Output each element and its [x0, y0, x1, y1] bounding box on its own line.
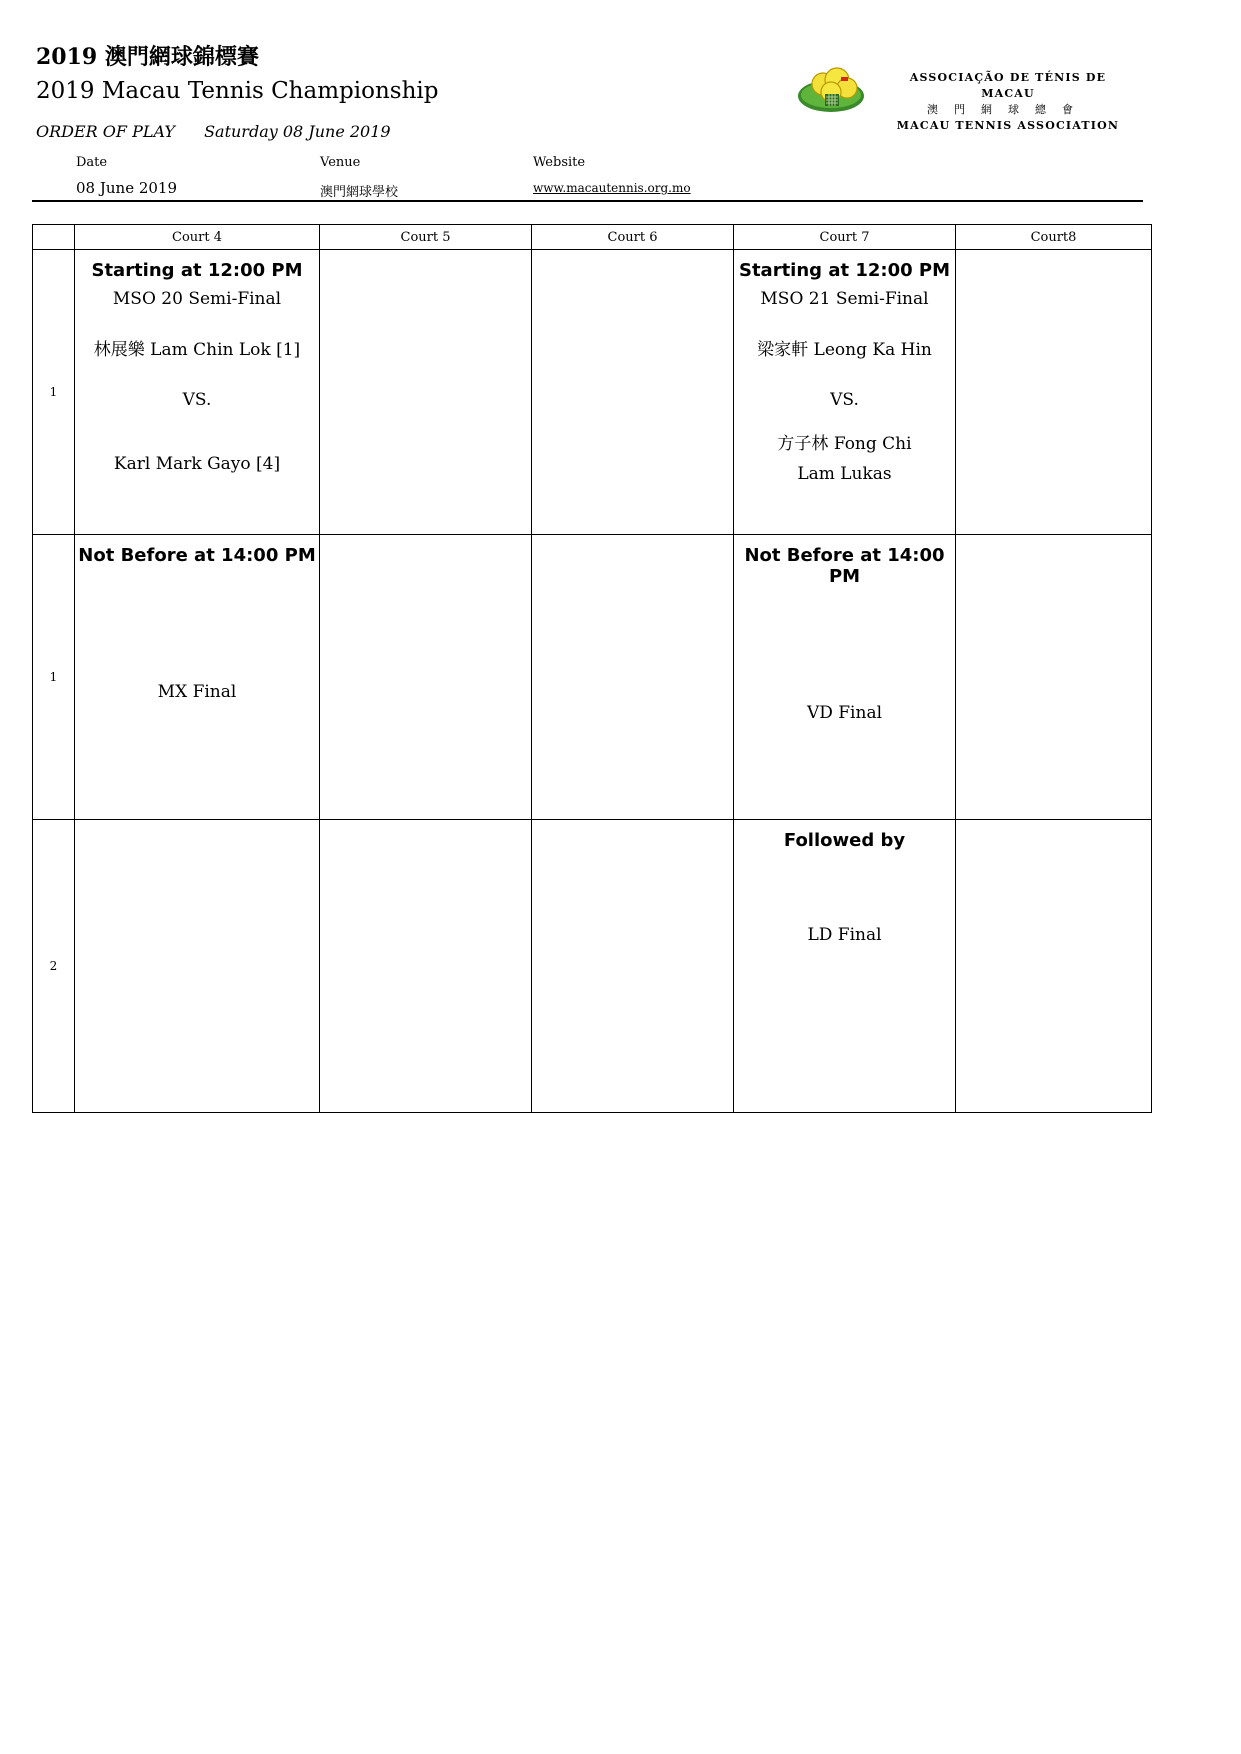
court-header-row — [33, 225, 1152, 250]
website-link[interactable]: www.macautennis.org.mo — [533, 181, 691, 195]
match-cell-court6 — [532, 250, 734, 535]
player-1: 梁家軒 Leong Ka Hin — [757, 340, 932, 360]
court-header-7: Court 7 — [734, 225, 956, 250]
table-row — [33, 535, 1152, 820]
venue-value: 澳門網球學校 — [320, 185, 399, 200]
match-cell-court8 — [956, 535, 1152, 820]
association-name-en: MACAU TENNIS ASSOCIATION — [896, 119, 1120, 132]
order-of-play-label: ORDER OF PLAY — [36, 122, 175, 141]
order-of-play-line — [36, 122, 391, 141]
match-cell-court4 — [75, 250, 320, 535]
match-cell-court7 — [734, 250, 956, 535]
match-cell-court7 — [734, 820, 956, 1113]
table-row — [33, 250, 1152, 535]
match-time: Not Before at 14:00 PM — [78, 545, 316, 566]
player-2: Karl Mark Gayo [4] — [113, 454, 281, 474]
match-cell-court5 — [320, 820, 532, 1113]
website-label: Website — [533, 155, 586, 170]
match-time: Not Before at 14:00 PM — [744, 545, 945, 587]
player-2: 方子林 Fong Chi Lam Lukas — [777, 434, 912, 484]
versus-label: VS. — [182, 390, 212, 410]
order-of-play-date: Saturday 08 June 2019 — [204, 122, 391, 141]
versus-label: VS. — [830, 390, 859, 410]
match-cell-court4 — [75, 820, 320, 1113]
title-chinese: 2019 澳門網球錦標賽 — [36, 44, 259, 70]
match-event: LD Final — [807, 925, 882, 945]
venue-label: Venue — [320, 155, 361, 170]
row-number: 1 — [33, 535, 75, 820]
player-1: 林展樂 Lam Chin Lok [1] — [93, 340, 301, 360]
table-row — [33, 820, 1152, 1113]
association-name-cn: 澳門網球總會 — [927, 103, 1089, 116]
match-time: Followed by — [783, 830, 906, 851]
match-cell-court4 — [75, 535, 320, 820]
tennis-association-logo-icon — [797, 64, 869, 116]
match-cell-court5 — [320, 535, 532, 820]
title-english: 2019 Macau Tennis Championship — [36, 78, 439, 104]
match-event: MSO 21 Semi-Final — [760, 289, 929, 309]
match-time: Starting at 12:00 PM — [91, 260, 303, 281]
match-cell-court8 — [956, 250, 1152, 535]
header-divider — [32, 200, 1143, 202]
match-event: VD Final — [806, 703, 883, 723]
court-header-4: Court 4 — [75, 225, 320, 250]
row-number-header — [33, 225, 75, 250]
schedule-table — [32, 224, 1152, 1113]
date-value: 08 June 2019 — [76, 179, 178, 197]
court-header-5: Court 5 — [320, 225, 532, 250]
date-label: Date — [76, 155, 108, 170]
match-cell-court7 — [734, 535, 956, 820]
association-name — [888, 70, 1128, 134]
row-number: 1 — [33, 250, 75, 535]
match-cell-court8 — [956, 820, 1152, 1113]
row-number: 2 — [33, 820, 75, 1113]
court-header-6: Court 6 — [532, 225, 734, 250]
match-cell-court6 — [532, 535, 734, 820]
association-name-pt: ASSOCIAÇÃO DE TÉNIS DE MACAU — [909, 71, 1107, 100]
match-cell-court6 — [532, 820, 734, 1113]
match-event: MX Final — [157, 682, 237, 702]
court-header-8: Court8 — [956, 225, 1152, 250]
match-event: MSO 20 Semi-Final — [112, 289, 282, 309]
match-cell-court5 — [320, 250, 532, 535]
match-time: Starting at 12:00 PM — [738, 260, 951, 281]
